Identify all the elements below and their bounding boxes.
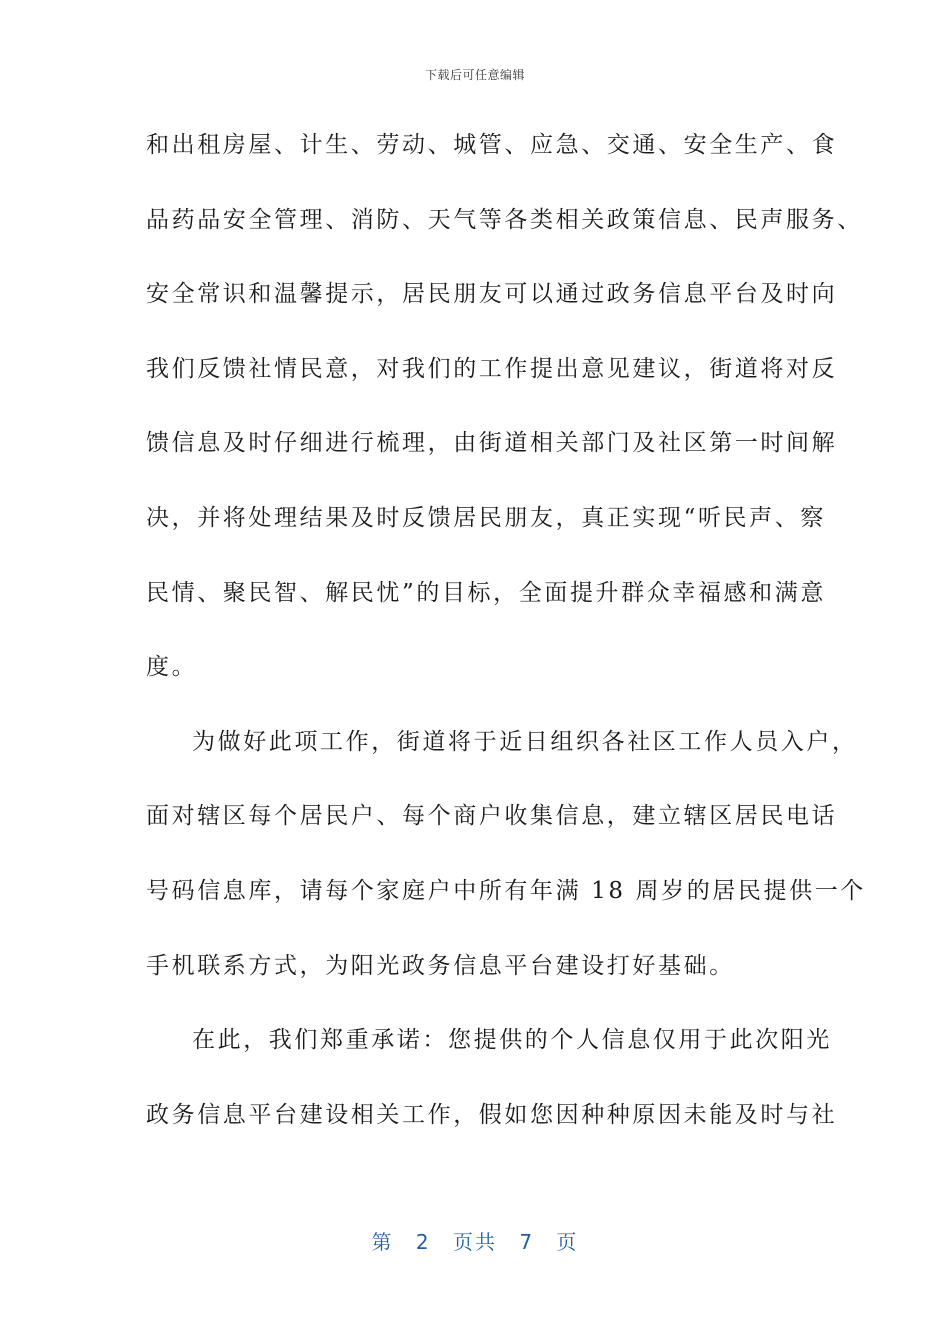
body-line: 决，并将处理结果及时反馈居民朋友，真正实现“听民声、察 [146,504,826,531]
body-line: 民情、聚民智、解民忧”的目标，全面提升群众幸福感和满意 [146,579,826,606]
body-line: 安全常识和温馨提示，居民朋友可以通过政务信息平台及时向 [146,281,838,308]
body-line: 我们反馈社情民意，对我们的工作提出意见建议，街道将对反 [146,355,838,382]
body-line: 和出租房屋、计生、劳动、城管、应急、交通、安全生产、食 [146,132,838,158]
body-line: 品药品安全管理、消防、天气等各类相关政策信息、民声服务、 [146,206,863,233]
paragraph-start-line: 在此，我们郑重承诺：您提供的个人信息仅用于此次阳光 [192,1027,832,1054]
body-line: 馈信息及时仔细进行梳理，由街道相关部门及社区第一时间解 [146,430,838,457]
document-body [146,128,866,1172]
body-line: 手机联系方式，为阳光政务信息平台建设打好基础。 [146,952,735,979]
body-line: 号码信息库，请每个家庭户中所有年满 18 周岁的居民提供一个 [146,877,866,904]
page-number-footer: 第 2 页共 7 页 [371,1230,579,1254]
paragraph-start-line: 为做好此项工作，街道将于近日组织各社区工作人员入户， [192,728,858,755]
body-line: 面对辖区每个居民户、每个商户收集信息，建立辖区居民电话 [146,803,838,830]
body-line: 政务信息平台建设相关工作，假如您因种种原因未能及时与社 [146,1101,838,1128]
body-line: 度。 [146,654,198,681]
page-header-note: 下载后可任意编辑 [424,68,525,82]
